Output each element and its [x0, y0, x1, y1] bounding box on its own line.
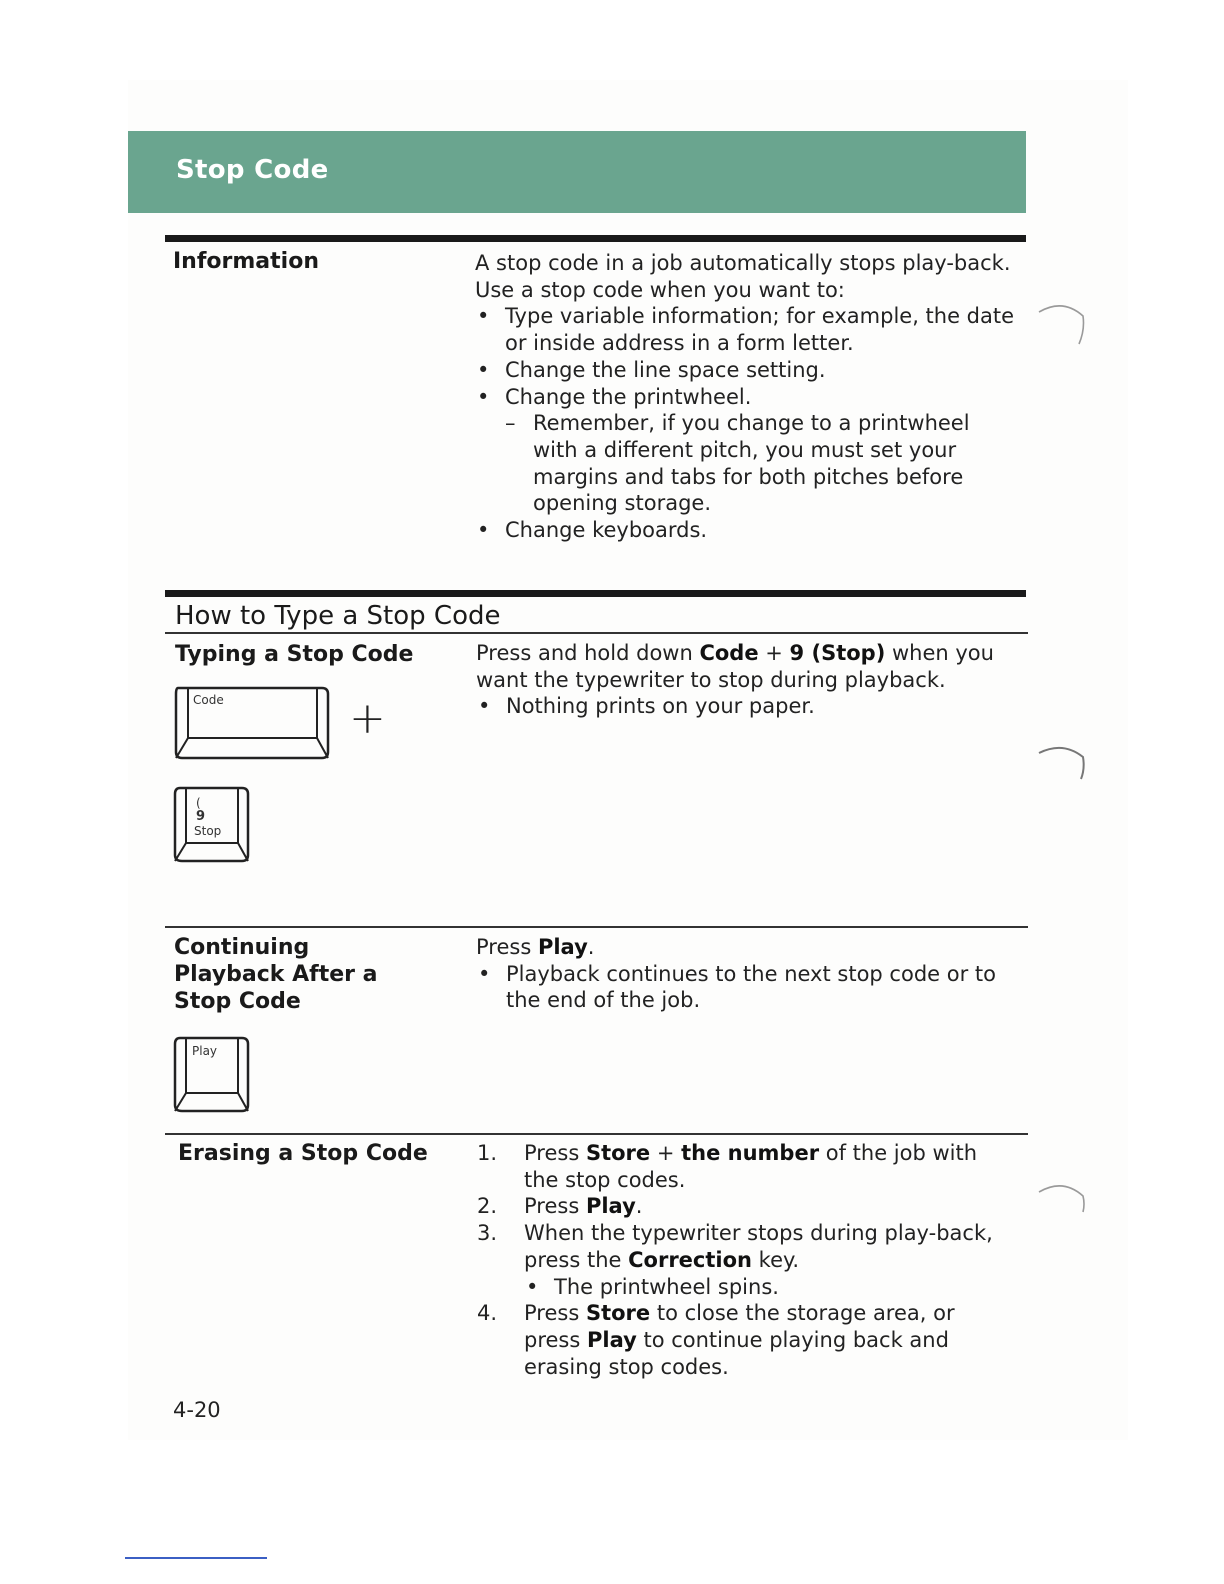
section-rule-how-to: [165, 590, 1026, 597]
information-heading: Information: [173, 249, 319, 274]
list-item: • Change the printwheel.: [475, 384, 1015, 411]
section-title-how-to: How to Type a Stop Code: [175, 601, 501, 631]
page-number: 4-20: [173, 1398, 221, 1422]
play-key-name: Play: [537, 935, 588, 959]
page-title: Stop Code: [176, 155, 329, 185]
nine-key-top-label: (: [196, 796, 201, 810]
information-intro: A stop code in a job automatically stops play-back. Use a stop code when you want to:: [475, 251, 1011, 302]
play-key-label: Play: [192, 1044, 218, 1058]
stop-key-name: 9 (Stop): [789, 641, 886, 665]
scan-edge-line: [125, 1557, 267, 1559]
information-body: [475, 250, 1015, 544]
list-item: • Change keyboards.: [475, 517, 1015, 544]
continuing-instruction: Press Play.: [476, 935, 595, 959]
binder-hole-icon: [1035, 300, 1087, 350]
code-key-label: Code: [193, 693, 224, 707]
code-key-name: Code: [699, 641, 759, 665]
binder-hole-icon: [1035, 743, 1087, 783]
title-banner: [128, 131, 1026, 213]
list-item: • Nothing prints on your paper.: [476, 693, 1016, 720]
section-rule-information: [165, 235, 1026, 242]
list-item: 2. Press Play.: [477, 1194, 643, 1219]
list-item: • Type variable information; for example, the date or inside address in a form letter.: [475, 303, 1015, 356]
list-item: 4. Press Store to close the storage area, or press Play to continue playing back and erasing stop codes.: [477, 1301, 955, 1379]
plus-sign: +: [349, 693, 386, 744]
list-item: • Change the line space setting.: [475, 357, 1015, 384]
list-item: 1. Press Store + the number of the job with the stop codes.: [477, 1141, 978, 1192]
typing-body: [476, 640, 1016, 720]
nine-key-mid-label: 9: [196, 809, 206, 824]
continuing-heading: Continuing Playback After a Stop Code: [174, 935, 378, 1014]
typing-instruction: Press and hold down Code + 9 (Stop) when you want the typewriter to stop during playback.: [476, 641, 994, 692]
typing-heading: Typing a Stop Code: [175, 642, 414, 667]
section-title-underline: [165, 632, 1028, 634]
erasing-heading: Erasing a Stop Code: [178, 1141, 428, 1166]
list-item: • The printwheel spins.: [477, 1274, 997, 1301]
divider: [165, 926, 1028, 928]
continuing-body: [476, 934, 1016, 1014]
list-item: • Playback continues to the next stop code or to the end of the job.: [476, 961, 1016, 1014]
nine-key-bottom-label: Stop: [194, 824, 222, 838]
divider: [165, 1133, 1028, 1135]
erasing-steps: [477, 1140, 997, 1380]
list-item: 3. When the typewriter stops during play-back, press the Correction key.: [477, 1221, 993, 1272]
dash-note: – Remember, if you change to a printwheel with a different pitch, you must set your margins and tabs for both pitches before opening storage.: [475, 410, 1015, 517]
binder-hole-icon: [1035, 1180, 1087, 1220]
